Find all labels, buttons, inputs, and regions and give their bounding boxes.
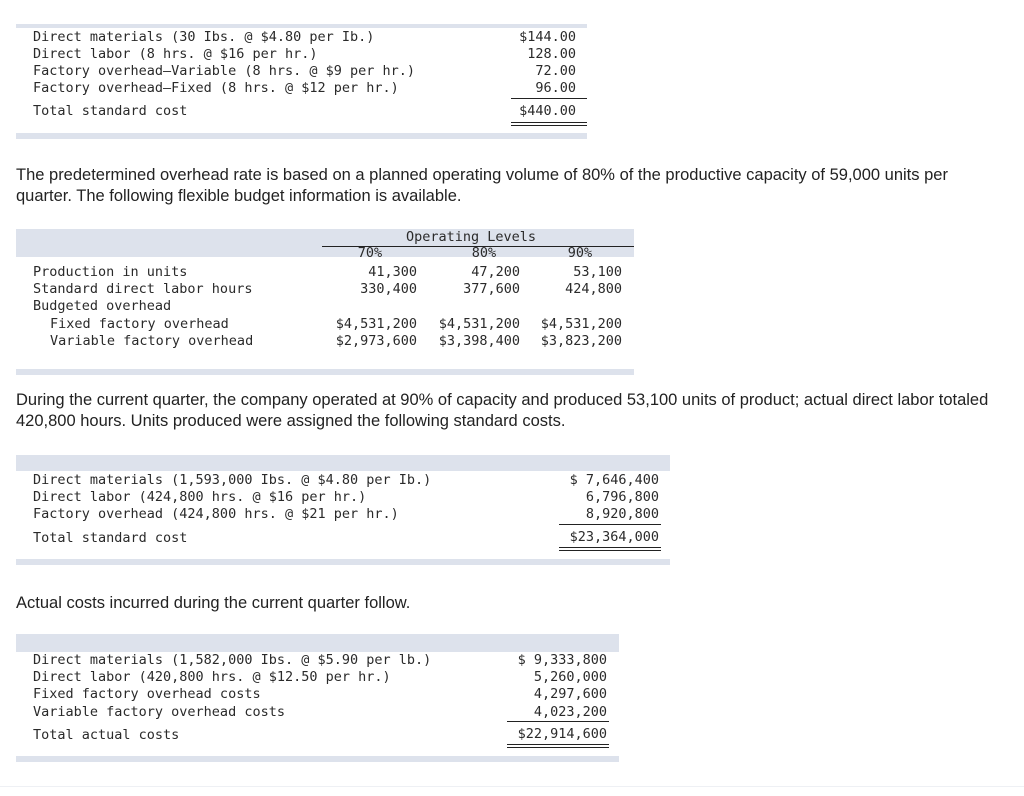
level-70-header: 70% xyxy=(357,245,383,261)
table-bottom-band xyxy=(16,559,670,565)
table-top-band xyxy=(16,634,619,652)
table-row-label: Direct labor (424,800 hrs. @ $16 per hr.) xyxy=(33,489,367,505)
table-row-label: Direct materials (1,582,000 Ibs. @ $5.90 per lb.) xyxy=(33,652,432,668)
table-row-value: 8,920,800 xyxy=(585,506,659,522)
total-label: Total standard cost xyxy=(33,530,188,546)
paragraph-current-quarter: During the current quarter, the company operated at 90% of capacity and produced 53,100 units of product; actual direct labor totaled 420,800 hours. Units produced were assigned the following standard costs. xyxy=(16,391,989,430)
table-row-value: $ 9,333,800 xyxy=(517,652,607,668)
table-row-label: Factory overhead—Fixed (8 hrs. @ $12 per hr.) xyxy=(33,80,399,96)
row-label-fixed-overhead: Fixed factory overhead xyxy=(50,316,229,332)
table-row-label: Direct materials (30 Ibs. @ $4.80 per Ib.) xyxy=(33,29,375,45)
table-row-value: $144.00 xyxy=(519,29,576,45)
table-row-label: Factory overhead—Variable (8 hrs. @ $9 per hr.) xyxy=(33,63,416,79)
row-label-variable-overhead: Variable factory overhead xyxy=(50,333,254,349)
subtotal-rule xyxy=(511,98,587,99)
row-label-budgeted-overhead: Budgeted overhead xyxy=(33,298,172,314)
table-row-label: Direct labor (420,800 hrs. @ $12.50 per hr.) xyxy=(33,669,391,685)
cell: 377,600 xyxy=(463,281,520,297)
double-rule-top xyxy=(511,122,587,123)
page-divider xyxy=(0,786,1024,787)
cell: 41,300 xyxy=(368,264,417,280)
total-value: $440.00 xyxy=(519,103,576,119)
double-rule-top xyxy=(507,744,609,745)
actual-costs-table xyxy=(16,634,620,766)
table-row-label: Direct labor (8 hrs. @ $16 per hr.) xyxy=(33,46,318,62)
table-row-value: $ 7,646,400 xyxy=(569,472,659,488)
table-bottom-band xyxy=(16,133,587,139)
total-label: Total actual costs xyxy=(33,727,180,743)
table-row-value: 6,796,800 xyxy=(585,489,659,505)
paragraph-planned-volume: The predetermined overhead rate is based on a planned operating volume of 80% of the productive capacity of 59,000 units per quarter. The following flexible budget information is available. xyxy=(16,166,948,205)
table-top-band xyxy=(16,455,670,471)
double-rule-bottom xyxy=(507,747,609,748)
table-row-label: Direct materials (1,593,000 Ibs. @ $4.80 per Ib.) xyxy=(33,472,432,488)
total-label: Total standard cost xyxy=(33,103,188,119)
operating-levels-header: Operating Levels xyxy=(406,229,537,245)
cell: $3,398,400 xyxy=(438,333,520,349)
table-bottom-band xyxy=(16,369,634,375)
total-value: $23,364,000 xyxy=(569,529,659,545)
cell: $4,531,200 xyxy=(540,316,622,332)
table-bottom-band xyxy=(16,756,619,762)
table-row-value: 4,297,600 xyxy=(533,686,607,702)
cell: 47,200 xyxy=(471,264,520,280)
level-90-header: 90% xyxy=(567,245,593,261)
table-top-band xyxy=(16,24,587,28)
table-row-label: Fixed factory overhead costs xyxy=(33,686,261,702)
cell: 330,400 xyxy=(360,281,417,297)
level-80-header: 80% xyxy=(471,245,497,261)
table-row-label: Factory overhead (424,800 hrs. @ $21 per hr.) xyxy=(33,506,399,522)
table-row-value: 4,023,200 xyxy=(533,704,607,720)
table-row-value: 5,260,000 xyxy=(533,669,607,685)
table-row-value: 96.00 xyxy=(535,80,576,96)
cell: $2,973,600 xyxy=(335,333,417,349)
table-row-value: 128.00 xyxy=(527,46,576,62)
table-row-label: Variable factory overhead costs xyxy=(33,704,285,720)
subtotal-rule xyxy=(507,721,609,722)
total-value: $22,914,600 xyxy=(517,726,607,742)
double-rule-top xyxy=(559,547,661,548)
cell: $3,823,200 xyxy=(540,333,622,349)
flexible-budget-table xyxy=(16,229,636,379)
standard-costs-assigned-table xyxy=(16,455,672,567)
double-rule-bottom xyxy=(511,125,587,126)
cell: $4,531,200 xyxy=(438,316,520,332)
double-rule-bottom xyxy=(559,550,661,551)
paragraph-actual-costs: Actual costs incurred during the current quarter follow. xyxy=(16,594,411,612)
cell: 424,800 xyxy=(565,281,622,297)
row-label-production: Production in units xyxy=(33,264,188,280)
cell: $4,531,200 xyxy=(335,316,417,332)
standard-cost-per-unit-table xyxy=(16,24,588,140)
cell: 53,100 xyxy=(573,264,622,280)
row-label-labor-hours: Standard direct labor hours xyxy=(33,281,253,297)
subtotal-rule xyxy=(559,524,661,525)
table-row-value: 72.00 xyxy=(535,63,576,79)
